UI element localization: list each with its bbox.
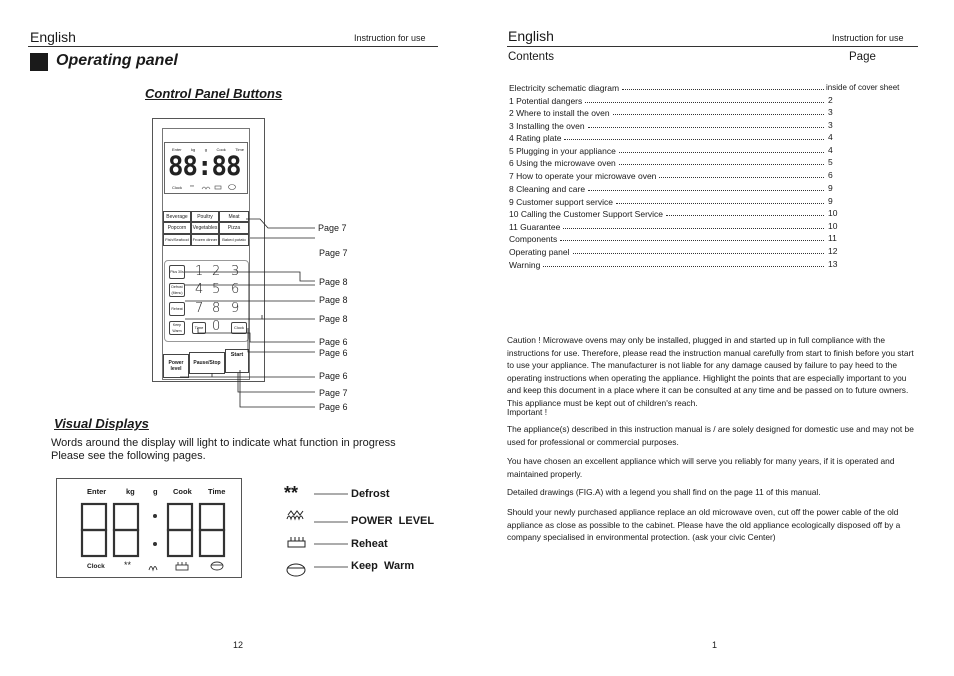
section-marker xyxy=(30,53,48,71)
number-key-1[interactable]: 1 xyxy=(195,264,204,279)
baked-potato-button[interactable]: Baked potato xyxy=(219,234,249,246)
visual-text-line-2: Please see the following pages. xyxy=(51,450,206,462)
toc-title: 9 Customer support service xyxy=(509,197,613,207)
toc-dot-leader xyxy=(543,266,824,267)
toc-title: 5 Plugging in your appliance xyxy=(509,146,616,156)
toc-page-number: 9 xyxy=(828,196,833,206)
toc-row xyxy=(509,119,827,131)
number-key-4[interactable]: 4 xyxy=(195,282,204,297)
right-header-instruction: Instruction for use xyxy=(832,33,904,43)
toc-dot-leader xyxy=(622,89,824,90)
reheat-button[interactable]: Reheat xyxy=(169,302,185,316)
toc-page-number: 9 xyxy=(828,183,833,193)
toc-title: 1 Potential dangers xyxy=(509,96,583,106)
big-display-digits xyxy=(78,500,238,562)
big-display-mode-icons xyxy=(147,560,227,572)
toc-row xyxy=(509,207,827,219)
toc-title: 2 Where to install the oven xyxy=(509,108,610,118)
toc-title: 4 Rating plate xyxy=(509,133,562,143)
important-label: Important ! xyxy=(507,407,548,417)
toc-dot-leader xyxy=(573,253,825,254)
power-level-button[interactable]: Power level xyxy=(163,354,189,378)
number-key-3[interactable]: 3 xyxy=(231,264,240,279)
toc-page-number: 10 xyxy=(828,221,838,231)
panel-display-labels: Enter kg g Cook Time xyxy=(172,147,244,152)
number-key-6[interactable]: 6 xyxy=(231,282,240,297)
toc-page-number: 5 xyxy=(828,157,833,167)
number-key-9[interactable]: 9 xyxy=(231,301,240,316)
toc-dot-leader xyxy=(619,152,824,153)
toc-title: Operating panel xyxy=(509,247,570,257)
page-ref-6: Page 6 xyxy=(319,337,348,347)
page-ref-4: Page 8 xyxy=(319,295,348,305)
big-display-g: g xyxy=(153,487,158,496)
big-display-defrost-icon: ** xyxy=(124,560,132,570)
toc-title: Components xyxy=(509,234,558,244)
toc-page-number: 13 xyxy=(828,259,838,269)
page-ref-3: Page 8 xyxy=(319,277,348,287)
big-display-cook: Cook xyxy=(173,487,192,496)
toc-title: 10 Calling the Customer Support Service xyxy=(509,209,664,219)
toc-title: 6 Using the microwave oven xyxy=(509,158,616,168)
section-title: Operating panel xyxy=(56,52,178,69)
right-header-language: English xyxy=(508,28,554,44)
toc-page-number: 3 xyxy=(828,120,833,130)
pause-stop-button[interactable]: Pause/Stop xyxy=(189,352,225,374)
toc-row xyxy=(509,106,827,118)
page-ref-1: Page 7 xyxy=(318,223,347,233)
toc-row xyxy=(509,232,827,244)
visual-displays-title: Visual Displays xyxy=(54,416,149,431)
power-level-icon xyxy=(287,516,303,519)
page-ref-9: Page 7 xyxy=(319,388,348,398)
toc-row xyxy=(509,258,827,270)
legend-reheat: Reheat xyxy=(351,538,388,550)
number-key-5[interactable]: 5 xyxy=(212,282,221,297)
legend-power-level: POWER LEVEL xyxy=(351,515,435,527)
toc-page-number: 4 xyxy=(828,145,833,155)
toc-dot-leader xyxy=(616,203,824,204)
caution-paragraph: Caution ! Microwave ovens may only be installed, plugged in and started up in full compliance with the instructions for use. Therefore, please read the instruction manual carefully from start to finish before you start to use your appliance. The manufacturer is not liable for any damage caused by failure to pay heed to the operating instructions when operating the appliance. Highlight the points that are especially important to you and keep this document in a place where it can be consulted at any time and be passed on to future owners. This appliance must be kept out of children's reach. xyxy=(507,335,914,408)
toc-title: Electricity schematic diagram xyxy=(509,83,620,93)
time-key[interactable]: Time xyxy=(192,322,206,334)
panel-display-digits: 88:88 xyxy=(168,151,241,182)
toc-page-number: 3 xyxy=(828,107,833,117)
toc-page-number: 4 xyxy=(828,132,833,142)
number-key-8[interactable]: 8 xyxy=(212,301,221,316)
toc-title: 3 Installing the oven xyxy=(509,121,585,131)
toc-dot-leader xyxy=(564,139,824,140)
panel-display-clock: Clock xyxy=(172,185,183,190)
toc-page-number: inside of cover sheet xyxy=(826,83,900,92)
number-key-7[interactable]: 7 xyxy=(195,301,204,316)
toc-page-number: 6 xyxy=(828,170,833,180)
right-page-number: 1 xyxy=(712,640,718,650)
leader-lines xyxy=(150,215,320,415)
toc-title: Warning xyxy=(509,260,541,270)
toc-dot-leader xyxy=(585,102,824,103)
toc-row xyxy=(509,220,827,232)
keep-warm-icon xyxy=(287,564,305,576)
legend-keep-warm: Keep Warm xyxy=(351,560,415,572)
pizza-button[interactable]: Pizza xyxy=(219,222,249,234)
defrost-icon: ** xyxy=(284,483,299,503)
legend-defrost: Defrost xyxy=(351,488,390,500)
toc-page-number: 12 xyxy=(828,246,838,256)
toc-dot-leader xyxy=(619,164,824,165)
toc-row xyxy=(509,195,827,207)
defrost-menu-button[interactable]: Defrost (Menu) xyxy=(169,283,185,297)
plus-30s-button[interactable]: Plus 30s xyxy=(169,265,185,279)
toc-row xyxy=(509,94,827,106)
toc-dot-leader xyxy=(588,127,824,128)
page-label: Page xyxy=(849,51,876,63)
toc-dot-leader xyxy=(613,114,824,115)
big-display-kg: kg xyxy=(126,487,135,496)
reheat-icon xyxy=(288,541,305,547)
toc-title: 11 Guarantee xyxy=(509,222,561,232)
clock-key[interactable]: Clock xyxy=(231,322,247,334)
toc-row xyxy=(509,156,827,168)
legend-lines xyxy=(312,490,352,580)
excellent-appliance-paragraph: You have chosen an excellent appliance which will serve you reliably for many years, if it is operated and maintained properly. xyxy=(507,456,895,479)
toc-row xyxy=(509,81,827,93)
left-header-rule xyxy=(28,46,438,47)
toc-dot-leader xyxy=(560,240,824,241)
vegetables-button[interactable]: Vegetables xyxy=(191,222,219,234)
detailed-drawings-paragraph: Detailed drawings (FIG.A) with a legend you shall find on the page 11 of this manual. xyxy=(507,487,821,497)
toc-page-number: 11 xyxy=(828,233,837,243)
legend-icons xyxy=(284,505,314,585)
domestic-use-paragraph: The appliance(s) described in this instruction manual is / are solely designed for domestic use and may not be used for professional or commercial purposes. xyxy=(507,424,914,447)
toc-dot-leader xyxy=(659,177,824,178)
left-page-number: 12 xyxy=(233,640,244,650)
left-header-language: English xyxy=(30,29,76,45)
old-appliance-paragraph: Should your newly purchased appliance replace an old microwave oven, cut off the power cable of the old appliance as close as possible to the cabinet. Please have the old appliance ecologically disposed off by a company specialised in environmental protection. (ask your civic Center) xyxy=(507,507,901,542)
contents-label: Contents xyxy=(508,51,555,63)
big-display-time: Time xyxy=(208,487,226,496)
fish-seafood-button[interactable]: Fish/Seafood xyxy=(163,234,191,246)
page-ref-8: Page 6 xyxy=(319,371,348,381)
poultry-button[interactable]: Poultry xyxy=(191,211,219,222)
meat-button[interactable]: Meat xyxy=(219,211,249,222)
page-ref-7: Page 6 xyxy=(319,348,348,358)
toc-row xyxy=(509,182,827,194)
page-ref-5: Page 8 xyxy=(319,314,348,324)
toc-row xyxy=(509,169,827,181)
frozen-dinner-button[interactable]: Frozen dinner xyxy=(191,234,219,246)
toc-row xyxy=(509,131,827,143)
page-ref-10: Page 6 xyxy=(319,402,348,412)
toc-dot-leader xyxy=(563,228,824,229)
right-header-rule xyxy=(507,46,918,47)
toc-page-number: 2 xyxy=(828,95,833,105)
page-ref-2: Page 7 xyxy=(319,248,348,258)
control-panel-title: Control Panel Buttons xyxy=(145,86,283,101)
visual-text-line-1: Words around the display will light to indicate what function in progress xyxy=(51,437,396,449)
big-display-clock: Clock xyxy=(87,563,105,570)
panel-display-icons xyxy=(190,183,245,191)
start-button[interactable]: Start xyxy=(225,349,249,373)
toc-title: 7 How to operate your microwave oven xyxy=(509,171,657,181)
number-key-0[interactable]: 0 xyxy=(212,319,221,334)
number-key-2[interactable]: 2 xyxy=(212,264,221,279)
keep-warm-button[interactable]: Keep Warm xyxy=(169,321,185,335)
toc-row xyxy=(509,144,827,156)
big-display-enter: Enter xyxy=(87,487,107,496)
toc-dot-leader xyxy=(666,215,824,216)
left-header-instruction: Instruction for use xyxy=(354,33,426,43)
popcorn-button[interactable]: Popcorn xyxy=(163,222,191,234)
toc-title: 8 Cleaning and care xyxy=(509,184,586,194)
svg-text:**: ** xyxy=(190,185,194,191)
beverage-button[interactable]: Beverage xyxy=(163,211,191,222)
toc-page-number: 10 xyxy=(828,208,838,218)
toc-dot-leader xyxy=(588,190,824,191)
toc-row xyxy=(509,245,827,257)
